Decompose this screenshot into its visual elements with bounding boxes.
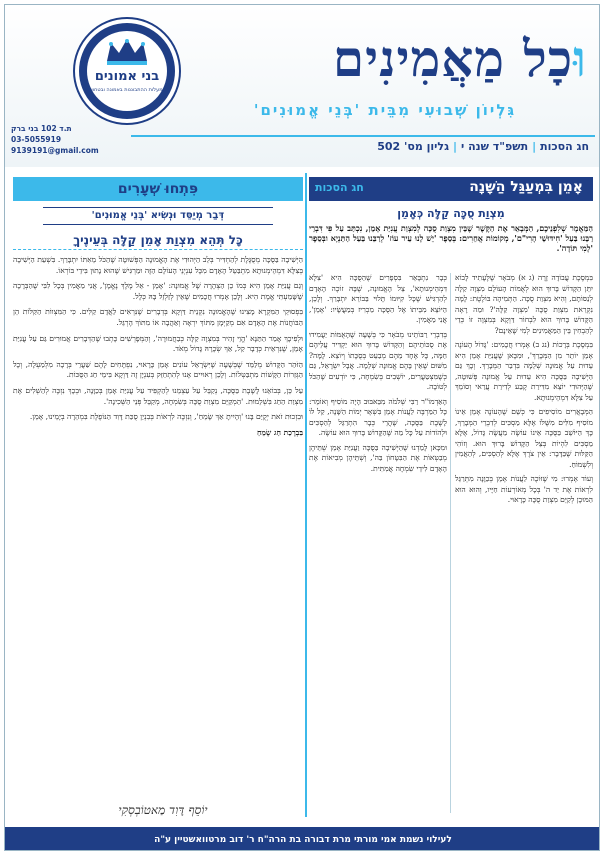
article-paragraph: בְּדִבְרֵי רַבּוֹתֵינוּ מְבֹאָר כִּי בְּשָׁעָה שֶׁהָאֻמּוֹת יַעֲמִידוּ אֶת סֻכּוֹתֵיהֶם וְהַקָּדוֹשׁ בָּרוּךְ הוּא יַקְדִּיר עֲלֵיהֶם חַמָּה, כָּל אֶחָד מֵהֶם מְבַעֵט בְּסֻכָּתוֹ וְיוֹצֵא. לָמָּה? מִשּׁוּם שֶׁאֵין בָּהֶם אֱמוּנָה שְׁלֵמָה. אֲבָל יִשְׂרָאֵל, גַּם כְּשֶׁמִּצְטַעֲרִים, יוֹשְׁבִים בְּשִׂמְחָה, כִּי יוֹדְעִים שֶׁהַכֹּל לְטוֹבָה. bbox=[309, 329, 447, 391]
masthead-title-text: כָל מַאֲמִינִים bbox=[332, 29, 574, 88]
signature: יוֹסֵף דָּוִד מַאטוֹבְסְקִי bbox=[118, 803, 208, 817]
masthead bbox=[183, 17, 587, 127]
left-section-subheader: דְּבַר מְיַסֵּד וּנְשִׂיא 'בְּנֵי אֱמוּנִים' bbox=[43, 207, 273, 225]
logo-inner bbox=[87, 31, 167, 111]
article-paragraph: וְעוֹד אָמְרוּ: מִי שֶׁזּוֹכֶה לַעֲנוֹת אָמֵן בְּכַוָּנָה מִתְּרַגֵּל לִרְאוֹת אֶת יַד ה' בְּכָל מְאוֹרְעוֹת חַיָּיו, וְהוּא הוּא הַמּוּכָן לְקַיֵּם מִצְוַת סֻכָּה כָּרָאוּי. bbox=[455, 474, 593, 504]
column-divider bbox=[305, 173, 307, 817]
issue-year: תשפ"ד שנה י bbox=[461, 140, 529, 153]
issue-separator: | bbox=[453, 140, 458, 153]
article-column-right bbox=[455, 273, 593, 821]
dedication-footer bbox=[5, 827, 600, 851]
right-section-tag: חג הסכות bbox=[315, 181, 364, 194]
left-article-title: כָּל תְּהֵא מִצְוַת אָמֵן קַלָּה בְּעֵינֶיךָ bbox=[13, 233, 303, 250]
contact-address: ת.ד 102 בני ברק bbox=[11, 124, 72, 133]
contact-block bbox=[11, 123, 123, 156]
left-section-header bbox=[13, 177, 303, 201]
left-paragraph: בִּפְסוּקֵי הַמִּקְרָא מָצִינוּ שֶׁהָאֱמוּנָה נִקְנֵית דַּוְקָא בְּדְבָרִים שֶׁנִּרְאִים לַאֲדָם קַלִּים. כִּי הַמִּצְווֹת הַקַּלּוֹת הֵן הַבּוֹחֲנוֹת אֶת הָאָדָם אִם מְקַיְּמָן מִתּוֹךְ יִרְאָה וְאַהֲבָה אוֹ מִתּוֹךְ הֶרְגֵּל. bbox=[13, 307, 303, 327]
left-paragraph: וּבִזְכוּת זֹאת יְקֻיַּם בָּנוּ 'וְהָיִיתָ אַךְ שָׂמֵחַ', וְנִזְכֶּה לִרְאוֹת בְּבִנְיַן סֻכַּת דָּוִד הַנּוֹפֶלֶת בִּמְהֵרָה בְיָמֵינוּ, אָמֵן. bbox=[29, 412, 303, 422]
article-paragraph: הַמְּבָאֲרִים מוֹסִיפִים כִּי כְּשֵׁם שֶׁהָעוֹנֶה אָמֵן אֵינוֹ מוֹסִיף מִלִּים מִשֶּׁלּוֹ אֶלָּא מַסְכִּים לְדִבְרֵי הַמְּבָרֵךְ, כָּךְ הַיּוֹשֵׁב בַּסֻּכָּה אֵינוֹ עוֹשֶׂה מַעֲשֶׂה גָּדוֹל, אֶלָּא מַסְכִּים לִהְיוֹת בְּצֵל הַקָּדוֹשׁ בָּרוּךְ הוּא. וְזוֹהִי הַקַּלּוּת שֶׁבַּדָּבָר: אֵין צֹרֶךְ אֶלָּא לְהַסְכִּים, לְהַאֲמִין וְלִשְׁמוֹחַ. bbox=[455, 407, 593, 469]
article-title: מִצְוַת סֻכָּה קַלָּה כְּאָמֵן bbox=[397, 207, 505, 220]
left-paragraph: הַיְּשִׁיבָה בַּסֻּכָּה מְסֻגֶּלֶת לְהַחְדִּיר בְּלֵב הַיְּהוּדִי אֶת הָאֱמוּנָה הַפְּשׁוּטָה שֶׁהַכֹּל מֵאִתּוֹ יִתְבָּרַךְ. בִּשְׁעַת הַיְּשִׁיבָה בְּצִלָּא דִּמְהֵימְנוּתָא מִתְבַּטֵּל הָאָדָם מִכָּל עִנְיְנֵי הָעוֹלָם הַזֶּה וּמַרְגִּישׁ שֶׁהוּא נָתוּן בִּידֵי בּוֹרְאוֹ. bbox=[13, 255, 303, 275]
dedication-text: לעילוי נשמת אמי מורתי מרת דבורה בת הרה"ח ר' דוב מרטוואשטיין ע"ה bbox=[154, 835, 452, 845]
masthead-subtitle: גִּלְיוֹן שְׁבוּעִי מִבֵּית 'בְּנֵי אֱמוּנִים' bbox=[253, 101, 517, 119]
article-paragraph: בִּמְסֶכֶת בְּרָכוֹת (נג ב) אָמְרוּ חֲכָמִים: 'גָּדוֹל הָעוֹנֶה אָמֵן יוֹתֵר מִן הַמְּבָרֵךְ', וּמִכָּאן שֶׁעֲנִיַּת אָמֵן הִיא עֵדוּת עַל אֱמוּנָה שְׁלֵמָה בִּדְבַר הַמְּבָרֵךְ. וְכָךְ גַּם הַיְּשִׁיבָה בַּסֻּכָּה הִיא עֵדוּת עַל אֱמוּנָה פְּשׁוּטָה, שֶׁהַיְּהוּדִי יוֹצֵא מִדִּירַת קֶבַע לְדִירַת עֲרַאי וְסוֹמֵךְ עַל צִלָּא דִּמְהֵימְנוּתָא. bbox=[455, 340, 593, 402]
article-lead: הַמַּאֲמָר שְׁלִפְנֵיכֶם, הַמְּבָאֵר אֶת הַקֶּשֶׁר שֶׁבֵּין מִצְוַת סֻכָּה לְמִצְוַת עֲנִיַּת אָמֵן, נִכְתַּב עַל פִּי דִּבְרֵי רַבֵּנוּ בַּעַל 'חִידּוּשֵׁי הָרִי"ם', מְקוֹמוֹת אֲחֵרִים: בְּסֵפֶר 'יֵשׁ לָנוּ עֵיר עוֹז' לְרַבֵּנוּ בַּעַל הַתַּנְיָא ובְּסֵפֶר 'לָמִי תּוֹדָה'. bbox=[309, 223, 593, 254]
issue-bar bbox=[131, 135, 595, 155]
issue-number: גליון מס' 502 bbox=[377, 140, 449, 153]
crown-icon bbox=[105, 37, 149, 65]
logo-tagline: מעלות ההתבוננות באמונה ובטחון bbox=[91, 87, 163, 93]
article-paragraph: וּמִכָּאן לָמַדְנוּ שֶׁהַיְּשִׁיבָה בַּסֻּכָּה וַעֲנִיַּת אָמֵן שְׁתֵּיהֶן מְבַטְּאוֹת אֶת הַבִּטָּחוֹן בַּה', וְשְׁתֵּיהֶן מְבִיאוֹת אֶת הָאָדָם לִידֵי שִׂמְחָה אֲמִתִּית. bbox=[309, 442, 447, 473]
article-columns bbox=[309, 273, 593, 821]
left-paragraph: הַזֹּהַר הַקָּדוֹשׁ מְלַמֵּד שֶׁבְּשָׁעָה שֶׁיִּשְׂרָאֵל עוֹנִים אָמֵן כָּרָאוּי, נִפְתָּחִים לָהֶם שַׁעֲרֵי בְּרָכָה מִלְמַעְלָה, וְכָל הַגְּזֵרוֹת הַקָּשׁוֹת מִתְבַּטְּלוֹת. וְלָכֵן רְאוּיִים אָנוּ לְהִתְחַזֵּק בְּעִנְיָן זֶה דַּוְקָא בִּימֵי חַג הַסֻּכּוֹת. bbox=[13, 359, 303, 380]
left-column bbox=[13, 177, 303, 817]
left-closing-line: בִּבְרָכַת חַג שָׂמֵחַ bbox=[256, 427, 303, 437]
right-column bbox=[309, 177, 593, 817]
article-paragraph: כְּבָר נִתְבָּאֵר בִּסְפָרִים שֶׁהַסֻּכָּה הִיא 'צִלָּא דִּמְהֵימְנוּתָא', צֵל הָאֱמוּנָה, שֶׁבָּהּ זוֹכֶה הָאָדָם לְהַרְגִּישׁ שֶׁכָּל קִיּוּמוֹ תָּלוּי בַּבּוֹרֵא יִתְבָּרַךְ. וְלָכֵן, הַיּוֹצֵא מִבֵּיתוֹ אֶל הַסֻּכָּה מַכְרִיז בְּמַעֲשָׂיו: 'אָמֵן', אֲנִי מַאֲמִין. bbox=[309, 273, 447, 324]
newsletter-page bbox=[4, 4, 600, 851]
left-section-title: פִּתְחוּ שְׁעָרִים bbox=[117, 181, 199, 197]
logo-name: בני אמונים bbox=[94, 69, 160, 84]
masthead-area bbox=[5, 5, 600, 167]
article-column-left bbox=[309, 273, 447, 821]
left-paragraph: עַל כֵּן, בְּבוֹאֵנוּ לָשֶׁבֶת בַּסֻּכָּה, נְקַבֵּל עַל עַצְמֵנוּ לְהַקְפִּיד עַל עֲנִיַּת אָמֵן בְּכַוָּנָה, וּבְכָךְ נִזְכֶּה לְהַשְׁלִים אֶת מִצְוַת הַחַג בִּשְׁלֵמוּת. 'הַמְקַיֵּם מִצְוַת סֻכָּה בְּשִׂמְחָה, מְקַבֵּל פְּנֵי הַשְּׁכִינָה'. bbox=[13, 385, 303, 406]
article-paragraph: הָאַדְמוֹ"ר רַבִּי שְׁלֹמֹה מִבַּאבּוּב הָיָה מוֹסִיף וְאוֹמֵר: כָּל הַמַּרְבֶּה לַעֲנוֹת אָמֵן בִּשְׁאָר יְמוֹת הַשָּׁנָה, קַל לוֹ לָשֶׁבֶת בַּסֻּכָּה, שֶׁהֲרֵי כְּבָר הִתְרַגֵּל לְהַסְכִּים וּלְהוֹדוֹת עַל כָּל מַה שֶּׁהַקָּדוֹשׁ בָּרוּךְ הוּא עוֹשֶׂה. bbox=[309, 396, 447, 437]
right-section-title: אָמֵן בִּמְעַגַּל הַשָּׁנָה bbox=[469, 179, 583, 195]
logo bbox=[75, 19, 179, 123]
right-section-header bbox=[309, 177, 593, 201]
left-article-body bbox=[13, 255, 303, 810]
article-paragraph: בִּמְסֶכֶת עֲבוֹדָה זָרָה (ג א) מְבֹאָר שֶׁלֶּעָתִיד לָבוֹא יִתֵּן הַקָּדוֹשׁ בָּרוּךְ הוּא לְאֻמּוֹת הָעוֹלָם מִצְוָה קַלָּה לְנַסּוֹתָם, וְהִיא מִצְוַת סֻכָּה. הַתְּמִיהָה בּוֹלֶטֶת: לָמָּה נִקְרֵאת מִצְוַת סֻכָּה 'מִצְוָה קַלָּה'? וּמַה רָאָה הַקָּדוֹשׁ בָּרוּךְ הוּא לִבְחוֹר דַּוְקָא בְּמִצְוָה זוֹ כְּדֵי לְהַבְחִין בֵּין הַמַּאֲמִינִים לְמִי שֶׁאֵינָם? bbox=[455, 273, 593, 335]
issue-separator: | bbox=[532, 140, 537, 153]
masthead-vav: וּ bbox=[573, 29, 587, 88]
left-paragraph: וּלְפִיכָךְ אָמַר הַתַּנָּא 'הֱוֵי זָהִיר בְּמִצְוָה קַלָּה כְּבַחֲמוּרָה', וְהַמְּפָרְשִׁים כָּתְבוּ שֶׁהַדְּבָרִים אֲמוּרִים גַּם עַל עֲנִיַּת אָמֵן, שֶׁנִּרְאֵית כְּדָבָר קַל, אַךְ שְׂכָרָהּ גָּדוֹל מְאֹד. bbox=[13, 333, 303, 354]
contact-phone: 03-5055919 bbox=[11, 135, 62, 144]
issue-holiday: חג הסכות bbox=[540, 140, 589, 153]
masthead-title bbox=[183, 17, 587, 101]
contact-email[interactable]: 9139191@gmail.com bbox=[11, 146, 99, 155]
left-paragraph: וְגַם עֲנִיַּת אָמֵן הִיא כְּמוֹ כֵן הַצְהָרָה שֶׁל אֱמוּנָה: 'אָמֵן - אֵל מֶלֶךְ נֶאֱמָן', אֲנִי מַאֲמִין בְּכָל לִבִּי שֶׁהַבְּרָכָה שֶׁשָּׁמַעְתִּי אֱמֶת הִיא. וְלָכֵן אָמְרוּ חֲכָמִים שֶׁאֵין לְזַלְזֵל בָּהּ כְּלָל. bbox=[13, 281, 303, 301]
